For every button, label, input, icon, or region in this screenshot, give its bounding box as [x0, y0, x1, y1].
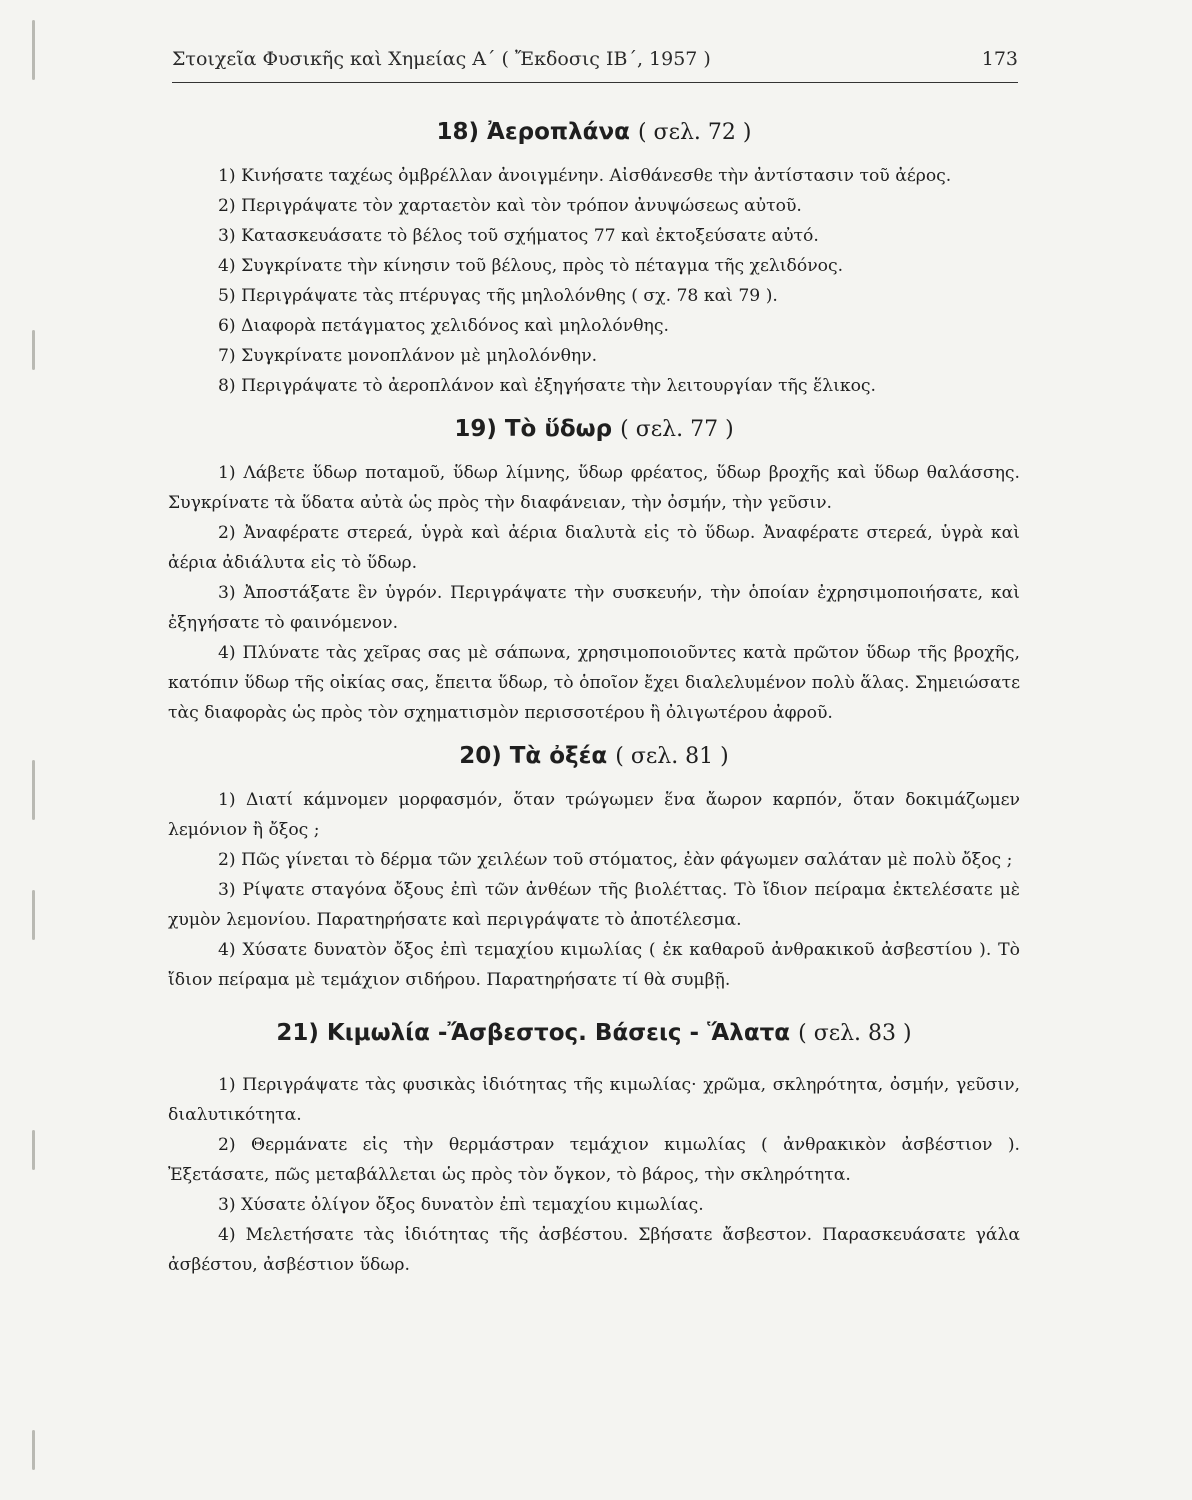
binding-mark	[32, 890, 35, 940]
list-item: 3) Χύσατε ὀλίγον ὄξος δυνατὸν ἐπὶ τεμαχίου κιμωλίας.	[218, 1195, 704, 1215]
section-18	[168, 118, 1020, 401]
list-item: 4) Συγκρίνατε τὴν κίνησιν τοῦ βέλους, πρὸς τὸ πέταγμα τῆς χελιδόνος.	[218, 256, 844, 276]
section-title	[168, 118, 1020, 147]
list-item: 2) Ἀναφέρατε στερεά, ὑγρὰ καὶ ἀέρια διαλυτὰ εἰς τὸ ὕδωρ. Ἀναφέρατε στερεά, ὑγρὰ καὶ ἀέρια ἀδιάλυτα εἰς τὸ ὕδωρ.	[168, 523, 1020, 573]
list-item: 1) Περιγράψατε τὰς φυσικὰς ἰδιότητας τῆς κιμωλίας· χρῶμα, σκληρότητα, ὀσμήν, γεῦσιν, διαλυτικότητα.	[168, 1075, 1020, 1125]
list-item: 8) Περιγράψατε τὸ ἀεροπλάνον καὶ ἐξηγήσατε τὴν λειτουργίαν τῆς ἕλικος.	[218, 376, 877, 396]
section-page-ref: ( σελ. 83 )	[798, 1021, 912, 1046]
section-heading: 18) Ἀεροπλάνα	[436, 119, 630, 145]
binding-mark	[32, 330, 35, 370]
section-heading: 20) Τὰ ὀξέα	[459, 743, 608, 769]
section-page-ref: ( σελ. 81 )	[615, 744, 729, 769]
binding-mark	[32, 1130, 35, 1170]
list-item: 7) Συγκρίνατε μονοπλάνον μὲ μηλολόνθην.	[218, 346, 598, 366]
list-item: 2) Θερμάνατε εἰς τὴν θερμάστραν τεμάχιον κιμωλίας ( ἀνθρακικὸν ἀσβέστιον ). Ἐξετάσατε, πῶς μεταβάλλεται ὡς πρὸς τὸν ὄγκον, τὸ βάρος, τὴν σκληρότητα.	[168, 1135, 1020, 1185]
section-heading: 21) Κιμωλία -Ἄσβεστος. Βάσεις - Ἅλατα	[276, 1020, 791, 1046]
list-item: 2) Πῶς γίνεται τὸ δέρμα τῶν χειλέων τοῦ στόματος, ἐὰν φάγωμεν σαλάταν μὲ πολὺ ὄξος ;	[218, 850, 1013, 870]
section-title	[168, 742, 1020, 771]
list-item: 3) Κατασκευάσατε τὸ βέλος τοῦ σχήματος 77 καὶ ἐκτοξεύσατε αὐτό.	[218, 226, 819, 246]
page-body	[168, 118, 1020, 1280]
list-item: 5) Περιγράψατε τὰς πτέρυγας τῆς μηλολόνθης ( σχ. 78 καὶ 79 ).	[218, 286, 778, 306]
page-number: 173	[981, 48, 1018, 70]
section-heading: 19) Τὸ ὕδωρ	[454, 416, 613, 442]
running-title: Στοιχεῖα Φυσικῆς καὶ Χημείας Α΄ ( Ἔκδοσις ΙΒ΄, 1957 )	[172, 48, 711, 70]
list-item: 4) Μελετήσατε τὰς ἰδιότητας τῆς ἀσβέστου. Σβήσατε ἄσβεστον. Παρασκευάσατε γάλα ἀσβέστου, ἀσβέστιον ὕδωρ.	[168, 1225, 1020, 1275]
list-item: 1) Κινήσατε ταχέως ὀμβρέλλαν ἀνοιγμένην. Αἰσθάνεσθε τὴν ἀντίστασιν τοῦ ἀέρος.	[218, 166, 952, 186]
section-21	[168, 1019, 1020, 1280]
list-item: 2) Περιγράψατε τὸν χαρταετὸν καὶ τὸν τρόπον ἀνυψώσεως αὐτοῦ.	[218, 196, 802, 216]
section-page-ref: ( σελ. 77 )	[620, 417, 734, 442]
section-title	[168, 1019, 1020, 1048]
list-item: 3) Ἀποστάξατε ἓν ὑγρόν. Περιγράψατε τὴν συσκευήν, τὴν ὁποίαν ἐχρησιμοποιήσατε, καὶ ἐξηγήσατε τὸ φαινόμενον.	[168, 583, 1020, 633]
binding-edge	[14, 0, 24, 1500]
list-item: 3) Ρίψατε σταγόνα ὄξους ἐπὶ τῶν ἀνθέων τῆς βιολέττας. Τὸ ἴδιον πείραμα ἐκτελέσατε μὲ χυμὸν λεμονίου. Παρατηρήσατε καὶ περιγράψατε τὸ ἀποτέλεσμα.	[168, 880, 1020, 930]
header-rule	[172, 82, 1018, 83]
binding-mark	[32, 1430, 35, 1470]
page-header	[172, 48, 1018, 78]
section-title	[168, 415, 1020, 444]
binding-mark	[32, 20, 35, 80]
list-item: 1) Λάβετε ὕδωρ ποταμοῦ, ὕδωρ λίμνης, ὕδωρ φρέατος, ὕδωρ βροχῆς καὶ ὕδωρ θαλάσσης. Συγκρίνατε τὰ ὕδατα αὐτὰ ὡς πρὸς τὴν διαφάνειαν, τὴν ὀσμήν, τὴν γεῦσιν.	[168, 463, 1020, 513]
section-20	[168, 742, 1020, 995]
list-item: 6) Διαφορὰ πετάγματος χελιδόνος καὶ μηλολόνθης.	[218, 316, 669, 336]
binding-mark	[32, 760, 35, 820]
section-page-ref: ( σελ. 72 )	[637, 120, 752, 145]
list-item: 1) Διατί κάμνομεν μορφασμόν, ὅταν τρώγωμεν ἕνα ἄωρον καρπόν, ὅταν δοκιμάζωμεν λεμόνιον ἢ ὄξος ;	[168, 790, 1020, 840]
list-item: 4) Πλύνατε τὰς χεῖρας σας μὲ σάπωνα, χρησιμοποιοῦντες κατὰ πρῶτον ὕδωρ τῆς βροχῆς, κατόπιν ὕδωρ τῆς οἰκίας σας, ἔπειτα ὕδωρ, τὸ ὁποῖον ἔχει διαλελυμένον πολὺ ἅλας. Σημειώσατε τὰς διαφορὰς ὡς πρὸς τὸν σχηματισμὸν περισσοτέρου ἢ ὀλιγωτέρου ἀφροῦ.	[168, 643, 1020, 723]
section-19	[168, 415, 1020, 728]
list-item: 4) Χύσατε δυνατὸν ὄξος ἐπὶ τεμαχίου κιμωλίας ( ἐκ καθαροῦ ἀνθρακικοῦ ἀσβεστίου ). Τὸ ἴδιον πείραμα μὲ τεμάχιον σιδήρου. Παρατηρήσατε τί θὰ συμβῇ.	[168, 940, 1020, 990]
